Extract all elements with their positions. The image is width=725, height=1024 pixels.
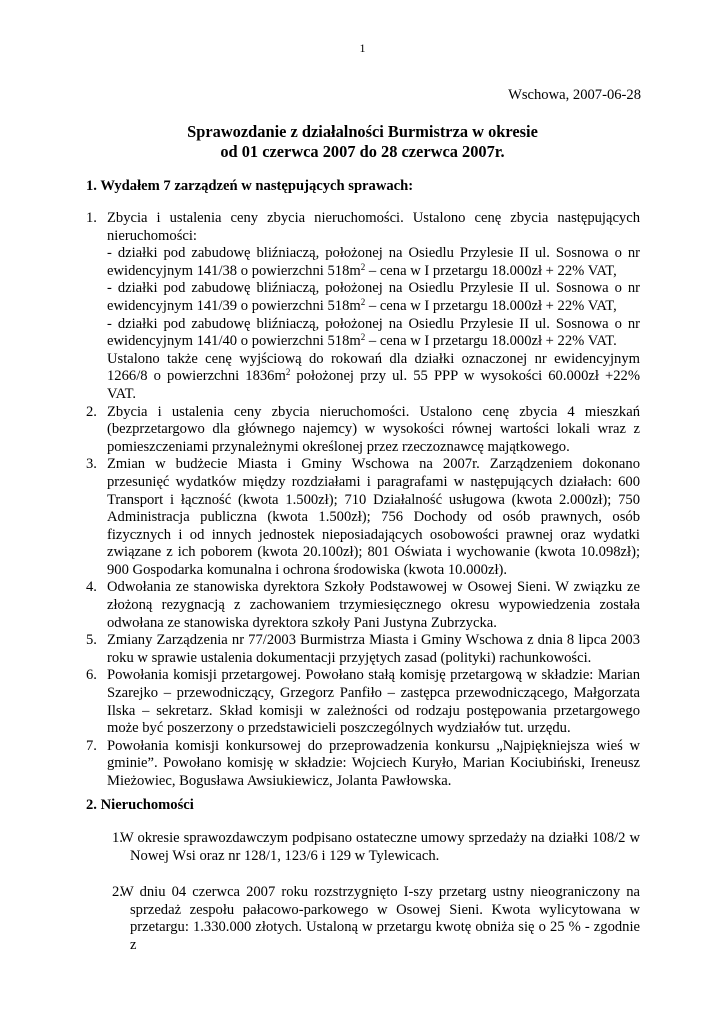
- item-text: W okresie sprawozdawczym podpisano ostateczne umowy sprzedaży na działki 108/2 w Nowej Wsi oraz nr 128/1, 123/6 i 129 w Tylewicach.: [120, 830, 640, 864]
- list-item: [86, 667, 640, 737]
- item-text: W dniu 04 czerwca 2007 roku rozstrzygnięto I-szy przetarg ustny nieograniczony na sprzedaż zespołu pałacowo-parkowego w Osowej Sieni. Kwota wylicytowana w przetargu: 1.330.000 złotych. Ustaloną w przetargu kwotę obniża się o 25 % - zgodnie z: [120, 884, 640, 953]
- item-number: 1.: [112, 830, 123, 846]
- item-number: 2.: [112, 884, 123, 901]
- item-extra-text: Ustalono także cenę wyjściową do rokowań dla działki oznaczonej nr ewidencyjnym 1266/8 o powierzchni $1836m^2$ położonej przy ul. 55 PPP w wysokości 60.000zł +22% VAT.: [107, 350, 640, 402]
- item-text: Zmian w budżecie Miasta i Gminy Wschowa na 2007r. Zarządzeniem dokonano przesunięć wydatków między rozdziałami i paragrafami w następujących działach: 600 Transport i łączność (kwota 1.500zł); 710 Działalność usługowa (kwota 2.000zł); 750 Administracja publiczna (kwota 1.500zł); 756 Dochody od osób prawnych, osób fizycznych i od innych jednostek nieposiadających osobowości prawnej oraz wydatki związane z ich poborem (kwota 20.100zł); 801 Oświata i wychowanie (kwota 10.098zł); 900 Gospodarka komunalna i ochrona środowiska (kwota 10.000zł).: [107, 456, 640, 578]
- item-number: 5.: [86, 632, 97, 649]
- item-text: Odwołania ze stanowiska dyrektora Szkoły Podstawowej w Osowej Sieni. W związku ze złożoną rezygnacją z zachowaniem trzymiesięcznego okresu wypowiedzenia została odwołana ze stanowiska dyrektora szkoły Pani Justyna Zubrzycka.: [107, 579, 640, 631]
- item-number: 6.: [86, 667, 97, 684]
- list-item: [86, 404, 640, 457]
- item-text: Zbycia i ustalenia ceny zbycia nieruchomości. Ustalono cenę zbycia następujących nieruchomości:: [107, 210, 640, 244]
- item-text: Zbycia i ustalenia ceny zbycia nieruchomości. Ustalono cenę zbycia 4 mieszkań (bezprzetargowo dla głównego najemcy) w wysokości równej wartości lokali wraz z pomieszczeniami przynależnymi określonej przez rzeczoznawcę majątkowego.: [107, 403, 640, 455]
- list-item: [86, 456, 640, 579]
- document-title: [0, 122, 725, 162]
- plot-entry: - działki pod zabudowę bliźniaczą, położonej na Osiedlu Przylesie II ul. Sosnowa o nr ewidencyjnym 141/38 o powierzchni $518m^2$ – cena w I przetargu 18.000zł + 22% VAT,: [107, 245, 640, 279]
- page-number: 1: [359, 41, 366, 55]
- section-1-heading: 1. Wydałem 7 zarządzeń w następujących sprawach:: [86, 178, 414, 194]
- item-number: 2.: [86, 403, 97, 420]
- title-line-2: od 01 czerwca 2007 do 28 czerwca 2007r.: [220, 142, 505, 161]
- list-item: [86, 738, 640, 791]
- title-line-1: Sprawozdanie z działalności Burmistrza w okresie: [187, 122, 538, 141]
- section-2-heading: 2. Nieruchomości: [86, 797, 194, 813]
- section-1-list: [86, 210, 640, 791]
- plot-entry: - działki pod zabudowę bliźniaczą, położonej na Osiedlu Przylesie II ul. Sosnowa o nr ewidencyjnym 141/40 o powierzchni $518m^2$ – cena w I przetargu 18.000zł + 22% VAT.: [107, 315, 640, 350]
- item-text: Powołania komisji przetargowej. Powołano stałą komisję przetargową w składzie: Marian Szarejko – przewodniczący, Grzegorz Panfiło – zastępca przewodniczącego, Małgorzata Ilska – sekretarz. Skład komisji w zależności od rodzaju postępowania przetargowego może być poszerzony o przedstawicieli poszczególnych wydziałów tut. urzędu.: [107, 667, 640, 737]
- plot-entry: - działki pod zabudowę bliźniaczą, położonej na Osiedlu Przylesie II ul. Sosnowa o nr ewidencyjnym 141/39 o powierzchni $518m^2$ – cena w I przetargu 18.000zł + 22% VAT,: [107, 280, 640, 314]
- item-number: 7.: [86, 737, 97, 754]
- list-item: [112, 884, 640, 954]
- item-number: 1.: [86, 210, 97, 226]
- item-text: Zmiany Zarządzenia nr 77/2003 Burmistrza Miasta i Gminy Wschowa z dnia 8 lipca 2003 roku w sprawie ustalenia dokumentacji przyjętych zasad (polityki) rachunkowości.: [107, 632, 640, 666]
- item-number: 3.: [86, 456, 97, 473]
- item-text: Powołania komisji konkursowej do przeprowadzenia konkursu „Najpiękniejsza wieś w gminie”. Powołano komisję w składzie: Wojciech Kuryło, Marian Kociubiński, Ireneusz Mieżowiec, Bogusława Awsiukiewicz, Jolanta Pawłowska.: [107, 737, 640, 789]
- section-2-list: [112, 830, 640, 955]
- list-item: [86, 210, 640, 404]
- date-line: Wschowa, 2007-06-28: [508, 87, 641, 103]
- item-number: 4.: [86, 579, 97, 596]
- list-item: [86, 579, 640, 632]
- list-item: [86, 632, 640, 667]
- list-item: [112, 830, 640, 865]
